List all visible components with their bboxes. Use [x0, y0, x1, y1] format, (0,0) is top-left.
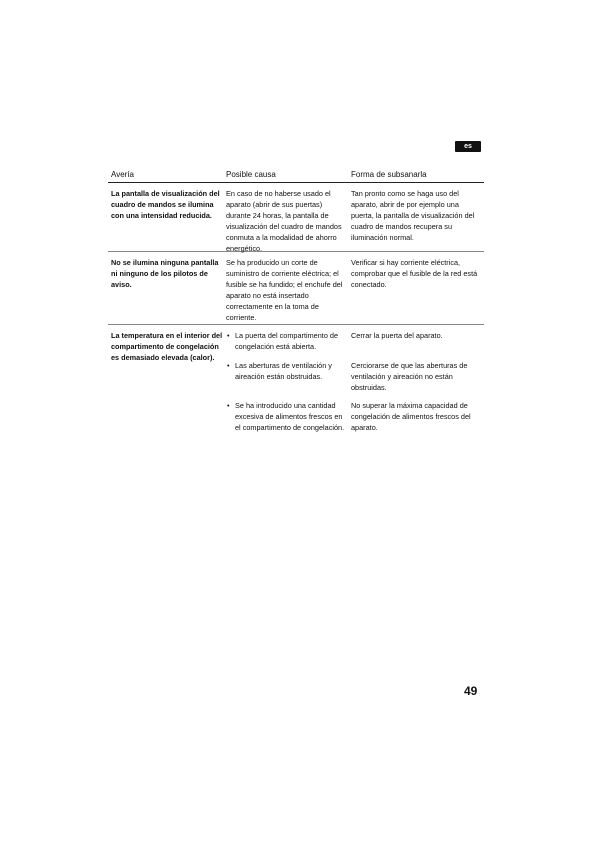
fault-cell: La pantalla de visualización del cuadro de mandos se ilumina con una intensidad reducida. — [111, 189, 220, 220]
fault-cell: La temperatura en el interior del compartimento de congelación es demasiado elevada (calor). — [111, 331, 223, 362]
remedy-item: Cerrar la puerta del aparato. — [351, 331, 443, 340]
header-remedy: Forma de subsanarla — [351, 170, 427, 179]
table-header — [108, 168, 484, 183]
troubleshooting-table — [108, 168, 484, 449]
header-cause: Posible causa — [226, 170, 276, 179]
fault-cell: No se ilumina ninguna pantalla ni ninguno de los pilotos de aviso. — [111, 258, 219, 289]
header-fault: Avería — [111, 170, 134, 179]
table-row — [108, 325, 484, 449]
remedy-item: No superar la máxima capacidad de congelación de alimentos frescos del aparato. — [351, 401, 471, 432]
remedy-item: Cerciorarse de que las aberturas de ventilación y aireación no están obstruidas. — [351, 361, 468, 392]
cause-cell — [226, 330, 346, 433]
table-row — [108, 252, 484, 325]
table-row — [108, 183, 484, 252]
cause-cell: Se ha producido un corte de suministro de corriente eléctrica; el fusible se ha fundido; el enchufe del aparato no está insertado correctamente en la toma de corriente. — [226, 258, 343, 322]
remedy-cell — [351, 330, 481, 433]
cause-bullet: • Se ha introducido una cantidad excesiva de alimentos frescos en el compartimento de congelación. — [226, 400, 346, 433]
language-badge: es — [455, 141, 481, 152]
remedy-cell: Tan pronto como se haga uso del aparato, abrir de por ejemplo una puerta, la pantalla de visualización del cuadro de mandos recupera su iluminación normal. — [351, 189, 475, 242]
cause-bullet: • La puerta del compartimento de congelación está abierta. — [226, 330, 346, 360]
cause-bullet: • Las aberturas de ventilación y aireación están obstruidas. — [226, 360, 346, 400]
cause-cell: En caso de no haberse usado el aparato (abrir de sus puertas) durante 24 horas, la pantalla de visualización del cuadro de mandos conmuta a la modalidad de ahorro energético. — [226, 189, 342, 253]
page-number: 49 — [464, 684, 478, 698]
remedy-cell: Verificar si hay corriente eléctrica, comprobar que el fusible de la red está conectado. — [351, 258, 478, 289]
